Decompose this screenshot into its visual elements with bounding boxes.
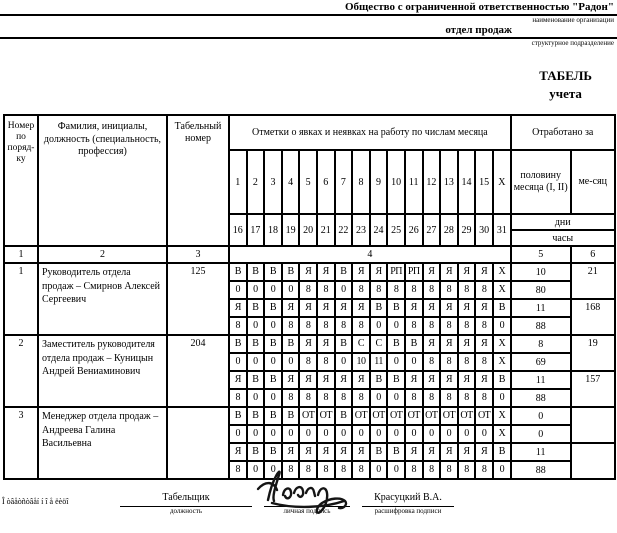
name-block (362, 492, 454, 516)
mark-cell: Х (493, 425, 511, 443)
day-header-cell: 20 (299, 214, 317, 246)
days-first-half-total: 10 (511, 263, 571, 281)
mark-cell: ОТ (352, 407, 370, 425)
mark-cell: Я (352, 371, 370, 389)
mark-cell: 8 (282, 317, 300, 335)
mark-cell: 0 (475, 425, 493, 443)
mark-cell: Я (440, 263, 458, 281)
employee-tab-number: 204 (167, 335, 229, 407)
department-name: отдел продаж (445, 24, 512, 37)
mark-cell: 8 (458, 389, 476, 407)
mark-cell: ОТ (458, 407, 476, 425)
day-header-cell: 5 (299, 150, 317, 214)
col-header-name: Фамилия, инициалы, должность (специальность, профессия) (38, 115, 167, 246)
mark-cell: Х (493, 353, 511, 371)
hours-first-half-total: 0 (511, 425, 571, 443)
mark-cell: 0 (352, 425, 370, 443)
column-number: 5 (511, 246, 571, 263)
mark-cell: Я (299, 443, 317, 461)
mark-cell: 11 (370, 353, 388, 371)
mark-cell: Я (440, 335, 458, 353)
day-header-cell: 17 (247, 214, 265, 246)
signature-footer (0, 492, 617, 516)
mark-cell: 8 (405, 461, 423, 479)
col-header-tabnum: Табельный номер (167, 115, 229, 246)
day-header-cell: 24 (370, 214, 388, 246)
mark-cell: 0 (247, 389, 265, 407)
mark-cell: 8 (317, 281, 335, 299)
column-numbers-row (4, 246, 615, 263)
employee-name: Менеджер отдела продаж – Андреева Галина Васильевна (38, 407, 167, 479)
mark-cell: В (387, 443, 405, 461)
employee-tab-number (167, 407, 229, 479)
mark-cell: Я (370, 263, 388, 281)
mark-cell: 8 (370, 281, 388, 299)
day-header-cell: 8 (352, 150, 370, 214)
mark-cell: 8 (299, 353, 317, 371)
mark-cell: 8 (282, 461, 300, 479)
day-header-cell: 14 (458, 150, 476, 214)
mark-cell: 0 (423, 425, 441, 443)
mark-cell: 0 (317, 425, 335, 443)
mark-cell: 0 (229, 425, 247, 443)
days-second-half-total: 11 (511, 443, 571, 461)
hours-second-half-total: 88 (511, 317, 571, 335)
mark-cell: Я (352, 299, 370, 317)
day-header-cell: 21 (317, 214, 335, 246)
mark-cell: 0 (282, 281, 300, 299)
mark-cell: 8 (440, 389, 458, 407)
mark-cell: 0 (387, 353, 405, 371)
row-number: 1 (4, 263, 38, 335)
mark-cell: В (264, 371, 282, 389)
document-title (0, 67, 592, 103)
mark-cell: В (247, 371, 265, 389)
column-number: 1 (4, 246, 38, 263)
mark-cell: Я (440, 299, 458, 317)
mark-cell: Я (458, 443, 476, 461)
mark-cell: 0 (264, 281, 282, 299)
mark-cell: 8 (405, 281, 423, 299)
mark-cell: 8 (317, 461, 335, 479)
days-month-total: 21 (571, 263, 615, 299)
row-number: 2 (4, 335, 38, 407)
mark-cell: 8 (423, 317, 441, 335)
mark-cell: В (370, 299, 388, 317)
mark-cell: Я (317, 371, 335, 389)
mark-cell: 0 (405, 425, 423, 443)
mark-cell: В (247, 443, 265, 461)
employee-tab-number: 125 (167, 263, 229, 335)
mark-cell: В (264, 335, 282, 353)
mark-cell: В (370, 443, 388, 461)
mark-cell: 8 (229, 461, 247, 479)
mark-cell: 0 (370, 425, 388, 443)
mark-cell: 0 (387, 425, 405, 443)
timesheet-table (3, 114, 616, 480)
mark-cell: 0 (370, 317, 388, 335)
day-header-cell: 6 (317, 150, 335, 214)
mark-cell: 0 (264, 389, 282, 407)
day-header-cell: 28 (440, 214, 458, 246)
day-header-cell: 2 (247, 150, 265, 214)
mark-cell: Я (440, 443, 458, 461)
mark-cell: 8 (458, 281, 476, 299)
mark-cell: 8 (458, 461, 476, 479)
organization-name: Общество с ограниченной ответственностью "Радон" (344, 1, 614, 13)
mark-cell: В (282, 335, 300, 353)
mark-cell: Я (458, 263, 476, 281)
mark-cell: Я (317, 335, 335, 353)
signature-label: личная подпись (283, 507, 331, 515)
day-header-cell: 23 (352, 214, 370, 246)
mark-cell: 8 (282, 389, 300, 407)
mark-cell: 0 (493, 389, 511, 407)
mark-cell: 8 (458, 353, 476, 371)
mark-cell: 0 (387, 461, 405, 479)
day-header-cell: 22 (335, 214, 353, 246)
mark-cell: 0 (247, 461, 265, 479)
mark-cell: Я (352, 263, 370, 281)
mark-cell: Я (335, 299, 353, 317)
mark-cell: 0 (370, 461, 388, 479)
signer-name-label: расшифровка подписи (374, 507, 442, 515)
hours-first-half-total: 80 (511, 281, 571, 299)
title-line-1: ТАБЕЛЬ (539, 67, 592, 83)
day-header-cell: 18 (264, 214, 282, 246)
mark-cell: Я (405, 299, 423, 317)
mark-cell: В (247, 299, 265, 317)
day-header-cell: 25 (387, 214, 405, 246)
mark-cell: Я (423, 335, 441, 353)
mark-cell: ОТ (475, 407, 493, 425)
mark-cell: 8 (405, 389, 423, 407)
days-first-half-total: 0 (511, 407, 571, 425)
mark-cell: 8 (440, 281, 458, 299)
mark-cell: Я (423, 443, 441, 461)
day-header-cell: 3 (264, 150, 282, 214)
days-first-half-total: 8 (511, 335, 571, 353)
mark-cell: Я (352, 443, 370, 461)
mark-cell: 0 (493, 317, 511, 335)
mark-cell: Я (282, 443, 300, 461)
day-header-cell: 31 (493, 214, 511, 246)
mark-cell: Я (423, 371, 441, 389)
mark-cell: ОТ (387, 407, 405, 425)
day-header-cell: 9 (370, 150, 388, 214)
signature-block (264, 492, 350, 516)
mark-cell: Я (229, 371, 247, 389)
mark-cell: 8 (299, 461, 317, 479)
hours-second-half-total: 88 (511, 461, 571, 479)
mark-cell: 0 (458, 425, 476, 443)
col-header-number: Номер по поряд-ку (4, 115, 38, 246)
mark-cell: Я (405, 443, 423, 461)
employee-name: Заместитель руководителя отдела продаж – Куницын Андрей Вениаминович (38, 335, 167, 407)
mark-cell: 8 (352, 461, 370, 479)
mark-cell: РП (387, 263, 405, 281)
mark-cell: 0 (264, 317, 282, 335)
employee-rows (4, 263, 615, 479)
day-header-cell: 15 (475, 150, 493, 214)
days-month-total (571, 407, 615, 443)
column-number: 6 (571, 246, 615, 263)
mark-cell: Я (475, 371, 493, 389)
mark-cell: Я (475, 299, 493, 317)
hours-month-total (571, 443, 615, 479)
mark-cell: 8 (387, 281, 405, 299)
mark-cell: Я (317, 299, 335, 317)
mark-cell: 8 (440, 353, 458, 371)
days-month-total: 19 (571, 335, 615, 371)
mark-cell: В (335, 335, 353, 353)
mark-cell: Я (299, 371, 317, 389)
mark-cell: РП (405, 263, 423, 281)
hours-first-half-total: 69 (511, 353, 571, 371)
mark-cell: Я (299, 335, 317, 353)
mark-cell: 8 (229, 389, 247, 407)
day-header-cell: 13 (440, 150, 458, 214)
mark-cell: Я (317, 443, 335, 461)
mark-cell: В (264, 443, 282, 461)
mark-cell: 8 (352, 389, 370, 407)
mark-cell: 8 (229, 317, 247, 335)
mark-cell: Я (458, 371, 476, 389)
signer-name: Красуцкий В.А. (362, 492, 454, 507)
col-header-marks: Отметки о явках и неявках на работу по числам месяца (229, 115, 511, 150)
day-header-cell: 30 (475, 214, 493, 246)
mark-cell: 8 (335, 389, 353, 407)
mark-cell: 8 (440, 317, 458, 335)
col-header-worked: Отработано за (511, 115, 615, 150)
mark-cell: 0 (440, 425, 458, 443)
mark-cell: Я (335, 371, 353, 389)
mark-cell: Х (493, 407, 511, 425)
mark-cell: 8 (405, 317, 423, 335)
mark-cell: В (229, 407, 247, 425)
mark-cell: В (247, 263, 265, 281)
mark-cell: В (282, 263, 300, 281)
mark-cell: В (229, 335, 247, 353)
mark-cell: 0 (264, 425, 282, 443)
mark-cell: 0 (282, 425, 300, 443)
mark-cell: 8 (423, 281, 441, 299)
mark-cell: 0 (370, 389, 388, 407)
days-second-half-total: 11 (511, 299, 571, 317)
mark-cell: ОТ (370, 407, 388, 425)
employee-name: Руководитель отдела продаж – Смирнов Алексей Сергеевич (38, 263, 167, 335)
mark-cell: С (370, 335, 388, 353)
mark-cell: В (405, 335, 423, 353)
mark-cell: 0 (299, 425, 317, 443)
mark-cell: В (493, 443, 511, 461)
responsible-person-text: Î òâåòñòâåí í î å ëèöî (2, 496, 69, 506)
mark-cell: 8 (335, 317, 353, 335)
day-header-cell: 12 (423, 150, 441, 214)
mark-cell: Я (475, 335, 493, 353)
mark-cell: Я (282, 371, 300, 389)
hours-month-total: 157 (571, 371, 615, 407)
day-header-cell: 26 (405, 214, 423, 246)
mark-cell: 0 (282, 353, 300, 371)
mark-cell: Я (423, 299, 441, 317)
handwritten-signature-icon (252, 462, 364, 508)
row-number: 3 (4, 407, 38, 479)
mark-cell: 8 (352, 281, 370, 299)
column-number: 3 (167, 246, 229, 263)
days-second-half-total: 11 (511, 371, 571, 389)
mark-cell: В (387, 335, 405, 353)
mark-cell: Я (475, 263, 493, 281)
mark-cell: 8 (475, 461, 493, 479)
days-label: дни (511, 214, 615, 230)
position-block (120, 492, 252, 516)
mark-cell: ОТ (440, 407, 458, 425)
position-label: должность (169, 507, 203, 515)
mark-cell: ОТ (423, 407, 441, 425)
mark-cell: 0 (387, 317, 405, 335)
mark-cell: В (387, 371, 405, 389)
position-value: Табельщик (120, 492, 252, 507)
day-header-cell: 10 (387, 150, 405, 214)
mark-cell: В (247, 335, 265, 353)
day-header-cell: 4 (282, 150, 300, 214)
mark-cell: 8 (423, 353, 441, 371)
day-header-cell: Х (493, 150, 511, 214)
mark-cell: В (370, 371, 388, 389)
mark-cell: Я (475, 443, 493, 461)
mark-cell: 10 (352, 353, 370, 371)
mark-cell: 0 (387, 389, 405, 407)
mark-cell: В (282, 407, 300, 425)
mark-cell: 8 (475, 353, 493, 371)
mark-cell: Я (423, 263, 441, 281)
mark-cell: 0 (335, 353, 353, 371)
mark-cell: 0 (405, 353, 423, 371)
department-label: структурное подразделение (531, 38, 614, 47)
day-header-cell: 16 (229, 214, 247, 246)
mark-cell: В (335, 407, 353, 425)
mark-cell: С (352, 335, 370, 353)
mark-cell: 8 (423, 389, 441, 407)
mark-cell: Я (317, 263, 335, 281)
mark-cell: В (387, 299, 405, 317)
mark-cell: 0 (335, 281, 353, 299)
mark-cell: 8 (475, 281, 493, 299)
mark-cell: 0 (247, 317, 265, 335)
mark-cell: Я (299, 299, 317, 317)
mark-cell: 8 (440, 461, 458, 479)
mark-cell: 0 (264, 353, 282, 371)
mark-cell: Я (299, 263, 317, 281)
mark-cell: 8 (299, 317, 317, 335)
mark-cell: 8 (352, 317, 370, 335)
mark-cell: Я (440, 371, 458, 389)
col-header-month: ме-сяц (571, 150, 615, 214)
mark-cell: В (493, 299, 511, 317)
mark-cell: 0 (247, 425, 265, 443)
day-header-cell: 11 (405, 150, 423, 214)
mark-cell: 0 (264, 461, 282, 479)
mark-cell: 8 (458, 317, 476, 335)
mark-cell: Я (282, 299, 300, 317)
mark-cell: Я (335, 443, 353, 461)
mark-cell: 8 (423, 461, 441, 479)
mark-cell: ОТ (405, 407, 423, 425)
day-header-cell: 1 (229, 150, 247, 214)
mark-cell: ОТ (299, 407, 317, 425)
organization-name-label: наименование организации (532, 16, 614, 25)
mark-cell: Я (405, 371, 423, 389)
hours-second-half-total: 88 (511, 389, 571, 407)
hours-label: часы (511, 230, 615, 246)
employee-row (4, 335, 615, 353)
employee-row (4, 407, 615, 425)
mark-cell: 8 (335, 461, 353, 479)
mark-cell: ОТ (317, 407, 335, 425)
mark-cell: 0 (335, 425, 353, 443)
mark-cell: В (247, 407, 265, 425)
mark-cell: 8 (299, 389, 317, 407)
mark-cell: Я (229, 443, 247, 461)
employee-row (4, 263, 615, 281)
mark-cell: В (264, 407, 282, 425)
mark-cell: Х (493, 335, 511, 353)
col-header-half-month: половину месяца (I, II) (511, 150, 571, 214)
day-header-cell: 7 (335, 150, 353, 214)
day-header-cell: 19 (282, 214, 300, 246)
mark-cell: В (264, 299, 282, 317)
day-header-cell: 29 (458, 214, 476, 246)
mark-cell: 8 (299, 281, 317, 299)
mark-cell: 8 (475, 317, 493, 335)
mark-cell: 0 (247, 281, 265, 299)
hours-month-total: 168 (571, 299, 615, 335)
mark-cell: 8 (317, 389, 335, 407)
mark-cell: Я (458, 335, 476, 353)
mark-cell: Х (493, 263, 511, 281)
mark-cell: Я (229, 299, 247, 317)
column-number: 2 (38, 246, 167, 263)
column-number: 4 (229, 246, 511, 263)
title-line-2: учета (549, 86, 582, 102)
mark-cell: В (493, 371, 511, 389)
mark-cell: 0 (229, 353, 247, 371)
mark-cell: 8 (317, 353, 335, 371)
mark-cell: 0 (229, 281, 247, 299)
day-header-cell: 27 (423, 214, 441, 246)
mark-cell: В (229, 263, 247, 281)
mark-cell: 8 (317, 317, 335, 335)
mark-cell: 8 (475, 389, 493, 407)
mark-cell: 0 (493, 461, 511, 479)
mark-cell: Я (458, 299, 476, 317)
mark-cell: 0 (247, 353, 265, 371)
mark-cell: В (264, 263, 282, 281)
mark-cell: В (335, 263, 353, 281)
mark-cell: Х (493, 281, 511, 299)
